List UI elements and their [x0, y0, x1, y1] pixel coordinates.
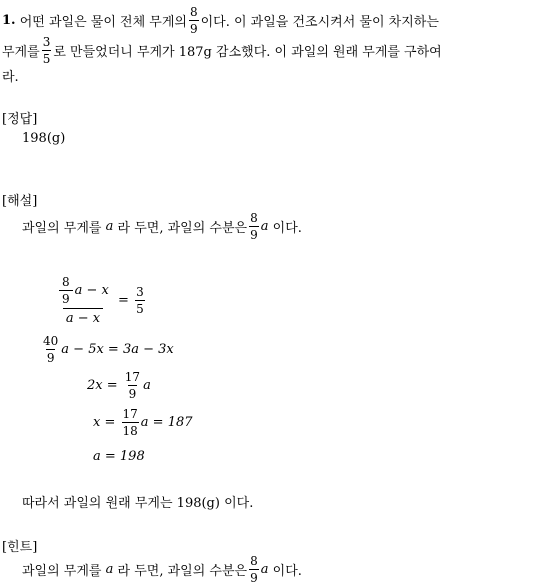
fraction-numerator: 8: [62, 274, 70, 289]
fraction-denominator: 5: [42, 51, 51, 66]
fraction-numerator: 3: [42, 34, 51, 49]
equation-3: [87, 368, 151, 402]
fraction-denominator: 9: [189, 21, 198, 36]
equation-3-lhs: 2x =: [87, 377, 118, 393]
problem-line-3: 라.: [2, 70, 19, 85]
fraction-numerator: 17: [124, 369, 141, 384]
equation-1-lhs-fraction: [54, 276, 112, 325]
fraction-denominator: 9: [59, 290, 73, 305]
fraction-numerator: 8: [250, 553, 258, 568]
fraction-denominator: 5: [136, 301, 144, 316]
problem-text-1b: 이다. 이 과일을 건조시켜서 물이 차지하는: [200, 14, 439, 30]
fraction-numerator: 8: [250, 210, 258, 225]
fraction-denominator: 18: [122, 423, 138, 438]
variable-a: a: [260, 561, 269, 577]
variable-a: a: [260, 218, 269, 234]
variable-a: a: [105, 561, 114, 577]
hint-fraction: [249, 555, 259, 584]
equation-5: a = 198: [93, 449, 145, 464]
fraction-denominator: 9: [46, 350, 55, 365]
answer-value: 198(g): [22, 131, 66, 146]
equation-3-fraction: [124, 371, 141, 400]
equation-1-inner-fraction: [59, 276, 73, 305]
fraction-numerator: 3: [136, 284, 144, 299]
solution-intro-text-c: 이다.: [272, 220, 302, 236]
equation-4-lhs: x =: [93, 414, 116, 430]
equation-4-rest: a = 187: [140, 414, 193, 430]
equation-1-rhs-fraction: [135, 286, 145, 315]
problem-line-1: [2, 6, 439, 34]
variable-a: a: [105, 218, 114, 234]
fraction-denominator: 9: [250, 227, 258, 242]
fraction-numerator: 8: [189, 4, 198, 19]
fraction-denominator: 9: [128, 386, 137, 401]
equation-1-lhs-denominator: a − x: [63, 308, 103, 325]
equation-1-numerator-rest: a − x: [74, 282, 109, 298]
problem-number: 1.: [2, 12, 16, 28]
equation-3-rest: a: [143, 377, 151, 393]
solution-intro-text-a: 과일의 무게를: [22, 220, 102, 236]
problem-text-2b: 로 만들었더니 무게가 187g 감소했다. 이 과일의 원래 무게를 구하여: [53, 44, 442, 60]
equation-1: $\frac{8}{9}$ a − x a − x = $\frac{3}{5}$: [52, 270, 147, 330]
hint-text-c: 이다.: [272, 563, 302, 579]
hint-text-b: 라 두면, 과일의 수분은: [117, 563, 248, 579]
equation-4-fraction: [122, 408, 139, 437]
solution-intro-fraction: [249, 212, 259, 241]
hint-label: [힌트]: [2, 540, 38, 555]
problem-fraction-1: [189, 6, 199, 35]
hint-text: [22, 552, 302, 586]
fraction-numerator: 17: [122, 406, 138, 421]
equation-2-rest: a − 5x = 3a − 3x: [61, 341, 174, 357]
fraction-numerator: 40: [43, 333, 59, 348]
equation-2: [40, 332, 174, 366]
answer-label: [정답]: [2, 112, 38, 127]
solution-conclusion: 따라서 과일의 원래 무게는 198(g) 이다.: [22, 496, 254, 511]
problem-text-2a: 무게를: [2, 44, 40, 60]
equation-2-fraction: [42, 335, 59, 364]
problem-fraction-2: [42, 36, 52, 65]
solution-intro: [22, 208, 302, 244]
equation-1-lhs-numerator: [54, 276, 112, 308]
fraction-denominator: 9: [250, 570, 258, 585]
problem-text-1a: 어떤 과일은 물이 전체 무게의: [19, 14, 187, 30]
solution-label: [해설]: [2, 194, 38, 209]
problem-line-2: [2, 36, 442, 64]
equation-4: [93, 405, 193, 439]
hint-text-a: 과일의 무게를: [22, 563, 102, 579]
solution-intro-text-b: 라 두면, 과일의 수분은: [117, 220, 248, 236]
